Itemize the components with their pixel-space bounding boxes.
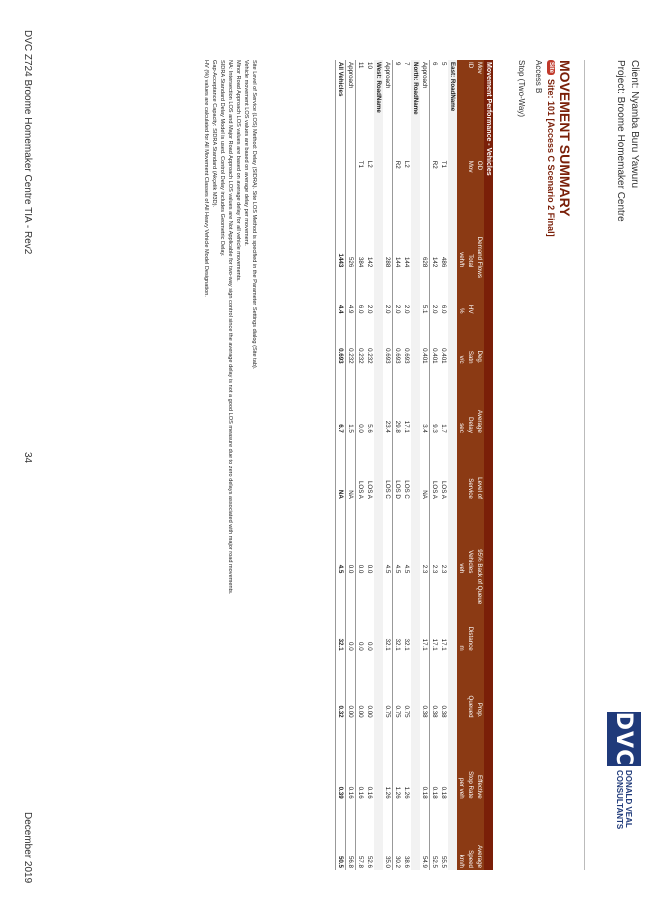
table-cell: 0.75 [403, 705, 410, 718]
table-cell: 0.232 [346, 316, 356, 366]
col-hv-unit: % [457, 269, 466, 315]
table-cell: 55.5 [440, 855, 447, 868]
col-los-2: Service [466, 435, 475, 501]
table-cell: 0.0 [346, 501, 356, 575]
table-cell: 35.0 [383, 801, 393, 870]
col-prop-1: Prop. [475, 653, 484, 720]
approach-group-row [448, 60, 457, 870]
table-cell: 17.1 [403, 420, 410, 433]
site-label: Site: 101 [Access C Scenario 2 Final] [546, 79, 556, 237]
table-cell [383, 159, 393, 199]
table-cell: 0.00 [366, 705, 373, 718]
approach-group-name: East: RoadName [448, 60, 457, 870]
table-cell: 5.6 [366, 424, 373, 433]
col-delay-unit: sec [457, 366, 466, 435]
table-cell: 6.7 [336, 366, 346, 435]
table-cell: 4.5 [394, 564, 401, 574]
table-cell: 0.75 [383, 653, 393, 720]
subtitle-control: Stop (Two-Way) [517, 60, 526, 118]
col-delay-1: Average [475, 366, 484, 435]
table-row [356, 60, 366, 870]
table-cell: 0.38 [431, 705, 438, 718]
table-cell: L2 [366, 160, 373, 168]
table-cell: 0.00 [357, 705, 364, 718]
approach-group-row [411, 60, 420, 870]
table-cell: 0.0 [346, 575, 356, 652]
col-los-3 [457, 435, 466, 501]
table-cell: 4.5 [403, 564, 410, 574]
table-cell: 0.0 [357, 564, 364, 574]
approach-summary-row [420, 60, 430, 870]
table-cell: 0.38 [440, 705, 447, 718]
table-cell [420, 159, 430, 199]
site-icon: Site [548, 62, 554, 74]
document-header [613, 60, 641, 222]
company-logo [603, 712, 645, 829]
table-cell: 288 [383, 199, 393, 269]
table-cell: 32.1 [336, 575, 346, 652]
col-hv-2: HV [466, 269, 475, 315]
col-od-mov-3 [457, 159, 466, 199]
note-line: NA: Intersection LOS and Major Road Approach LOS values are Not Applicable for two-way sign control since the average delay is not a good LOS measure due to zero delays associated with major road movements. [227, 60, 233, 595]
table-cell: 142 [366, 256, 373, 268]
group-back-of-queue: 95% Back of Queue [475, 501, 484, 653]
table-cell: 4.5 [383, 501, 393, 575]
col-speed-unit: km/h [457, 801, 466, 870]
col-prop-2: Queued [466, 653, 475, 720]
table-cell: 4.5 [336, 501, 346, 575]
col-total-unit: veh/h [457, 199, 466, 269]
table-cell: 30.2 [394, 855, 401, 868]
col-deg-satn-2: Satn [466, 316, 475, 366]
table-cell: 1.7 [440, 424, 447, 433]
table-cell: Approach [346, 60, 356, 159]
table-cell: 6.0 [440, 304, 447, 314]
table-cell: 2.0 [403, 304, 410, 314]
site-line [546, 60, 556, 237]
col-speed-1: Average [475, 801, 484, 870]
table-cell: 10 [366, 62, 373, 69]
col-deg-satn-unit: v/c [457, 316, 466, 366]
table-cell: LOS A [440, 480, 447, 499]
header-divider [584, 60, 585, 870]
table-cell: 0.39 [336, 720, 346, 801]
table-cell: 0.32 [336, 653, 346, 720]
client-line: Client: Nyamba Buru Yawuru [629, 60, 640, 189]
table-cell: 52.5 [431, 855, 438, 868]
table-notes [202, 60, 258, 595]
table-cell: 1.26 [403, 786, 410, 799]
col-mov-id-1: Mov [475, 60, 484, 159]
table-cell: 0.0 [366, 642, 373, 651]
col-od-mov-1: OD [475, 159, 484, 199]
project-line: Project: Broome Homemaker Centre [615, 60, 626, 222]
col-stop-rate-1: Effective [475, 720, 484, 801]
col-mov-id-3 [457, 60, 466, 159]
logo-text [615, 770, 633, 829]
table-cell: T1 [440, 160, 447, 168]
col-distance-unit: m [457, 575, 466, 652]
table-cell: 628 [420, 199, 430, 269]
table-cell: 17.1 [420, 575, 430, 652]
table-cell: 0.401 [440, 348, 447, 364]
table-cell: LOS C [403, 480, 410, 499]
table-cell: 0.401 [431, 348, 438, 364]
table-cell: 142 [431, 256, 438, 268]
table-cell: 0.693 [403, 348, 410, 364]
logo-mark: DVC [607, 712, 641, 766]
table-cell: 0.0 [357, 424, 364, 433]
table-cell: 7 [403, 62, 410, 66]
table-cell: 2.0 [431, 304, 438, 314]
table-cell: 0.18 [440, 786, 447, 799]
table-cell: 11 [357, 62, 364, 69]
table-cell: 6.0 [357, 304, 364, 314]
table-cell: 32.1 [394, 638, 401, 651]
col-deg-satn-1: Deg. [475, 316, 484, 366]
table-cell: 54.9 [420, 801, 430, 870]
group-demand-flows: Demand Flows [475, 199, 484, 315]
table-cell: 38.6 [403, 855, 410, 868]
table-cell: LOS C [383, 435, 393, 501]
movement-performance-table [335, 60, 493, 870]
col-vehicles-2: Vehicles [466, 501, 475, 575]
page-title: MOVEMENT SUMMARY [557, 60, 573, 217]
table-cell: LOS A [366, 480, 373, 499]
col-stop-rate-2: Stop Rate [466, 720, 475, 801]
table-cell: 2.0 [383, 269, 393, 315]
col-speed-2: Speed [466, 801, 475, 870]
table-cell: 29.8 [394, 420, 401, 433]
col-prop-3 [457, 653, 466, 720]
table-cell: Approach [420, 60, 430, 159]
table-cell: 0.693 [336, 316, 346, 366]
table-cell: L2 [403, 160, 410, 168]
table-cell: 57.8 [357, 855, 364, 868]
table-cell: R2 [431, 160, 438, 169]
table-cell: LOS A [357, 480, 364, 499]
note-line: Vehicle movement LOS values are based on average delay per movement. [243, 60, 249, 246]
col-delay-2: Delay [466, 366, 475, 435]
table-cell: 144 [394, 256, 401, 268]
table-cell: T1 [357, 160, 364, 168]
table-cell: 2.0 [394, 304, 401, 314]
table-cell: 52.6 [366, 855, 373, 868]
table-row [402, 60, 411, 870]
table-cell: 2.3 [420, 501, 430, 575]
table-cell: 17.1 [431, 638, 438, 651]
table-cell: 0.18 [431, 786, 438, 799]
note-line: Minor Road Approach LOS values are based on average delay for all vehicle movements. [235, 60, 241, 282]
col-od-mov-2: Mov [466, 159, 475, 199]
logo-line2: CONSULTANTS [615, 770, 624, 830]
table-cell: 0.693 [394, 348, 401, 364]
table-cell: 486 [440, 256, 447, 268]
table-cell: 56.8 [346, 801, 356, 870]
table-cell: 9 [394, 62, 401, 66]
table-cell: 32.1 [383, 575, 393, 652]
table-cell: 0.232 [366, 348, 373, 364]
note-line: Site Level of Service (LOS) Method: Delay (SIDRA). Site LOS Method is specified in the Parameter Settings dialog (Site tab). [251, 60, 257, 370]
footer-date: December 2019 [22, 812, 33, 884]
footer-document-name: DVC Z724 Broome Homemaker Centre TIA - Rev2 [22, 30, 33, 255]
table-cell: 3.4 [420, 366, 430, 435]
table-row [365, 60, 374, 870]
table-cell: 6 [431, 62, 438, 66]
logo-line1: DONALD VEAL [624, 770, 633, 828]
table-body [336, 60, 458, 870]
table-cell: 2.3 [431, 564, 438, 574]
table-cell: NA [420, 435, 430, 501]
table-cell: 0.16 [346, 720, 356, 801]
table-cell: 1443 [336, 199, 346, 269]
table-cell: 50.5 [336, 801, 346, 870]
col-stop-rate-unit: per veh [457, 720, 466, 801]
table-cell [346, 159, 356, 199]
table-cell: 0.16 [366, 786, 373, 799]
table-cell: NA [336, 435, 346, 501]
approach-group-row [374, 60, 383, 870]
table-row [430, 60, 440, 870]
table-cell: 5.1 [420, 269, 430, 315]
subtitle-access: Access B [534, 60, 543, 94]
table-cell: 526 [346, 199, 356, 269]
table-row [393, 60, 403, 870]
table-cell: All Vehicles [336, 60, 346, 159]
table-cell: 0.401 [420, 316, 430, 366]
table-cell: 0.232 [357, 348, 364, 364]
table-cell: 0.75 [394, 705, 401, 718]
col-mov-id-2: ID [466, 60, 475, 159]
table-cell: 0.693 [383, 316, 393, 366]
col-total-2: Total [466, 199, 475, 269]
table-cell: 0.18 [420, 720, 430, 801]
table-cell: Approach [383, 60, 393, 159]
all-vehicles-row [336, 60, 346, 870]
table-cell: 32.1 [403, 638, 410, 651]
note-line: SIDRA Standard Delay Model is used. Control Delay includes Geometric Delay. [219, 60, 225, 257]
col-vehicles-unit: veh [457, 501, 466, 575]
table-cell: NA [346, 435, 356, 501]
table-cell: 17.1 [440, 638, 447, 651]
table-cell [336, 159, 346, 199]
table-cell: 1.26 [394, 786, 401, 799]
table-cell: 0.0 [357, 642, 364, 651]
approach-group-name: North: RoadName [411, 60, 420, 870]
approach-summary-row [346, 60, 356, 870]
table-cell: 0.38 [420, 653, 430, 720]
table-cell: 0.16 [357, 786, 364, 799]
table-cell: 1.5 [346, 366, 356, 435]
table-cell: R2 [394, 160, 401, 169]
table-cell: 0.0 [366, 564, 373, 574]
table-cell: 144 [403, 256, 410, 268]
table-cell: 23.4 [383, 366, 393, 435]
table-cell: 5 [440, 62, 447, 66]
approach-group-name: West: RoadName [374, 60, 383, 870]
table-cell: LOS D [394, 480, 401, 499]
table-cell: 0.00 [346, 653, 356, 720]
col-distance-2: Distance [466, 575, 475, 652]
table-cell: 1.26 [383, 720, 393, 801]
table-cell: 384 [357, 256, 364, 268]
table-cell: 2.0 [366, 304, 373, 314]
table-cell: LOS A [431, 480, 438, 499]
table-title: Movement Performance - Vehicles [484, 60, 493, 870]
table-cell: 9.3 [431, 424, 438, 433]
note-line: Gap-Acceptance Capacity: SIDRA Standard (Akçelik M3D). [211, 60, 217, 208]
col-los-1: Level of [475, 435, 484, 501]
table-cell: 2.3 [440, 564, 447, 574]
approach-summary-row [383, 60, 393, 870]
footer-page-number: 34 [22, 452, 33, 464]
table-cell: 4.4 [336, 269, 346, 315]
note-line: HV (%) values are calculated for All Movement Classes of All Heavy Vehicle Model Designation. [203, 60, 209, 297]
table-cell: 4.9 [346, 269, 356, 315]
table-row [439, 60, 448, 870]
